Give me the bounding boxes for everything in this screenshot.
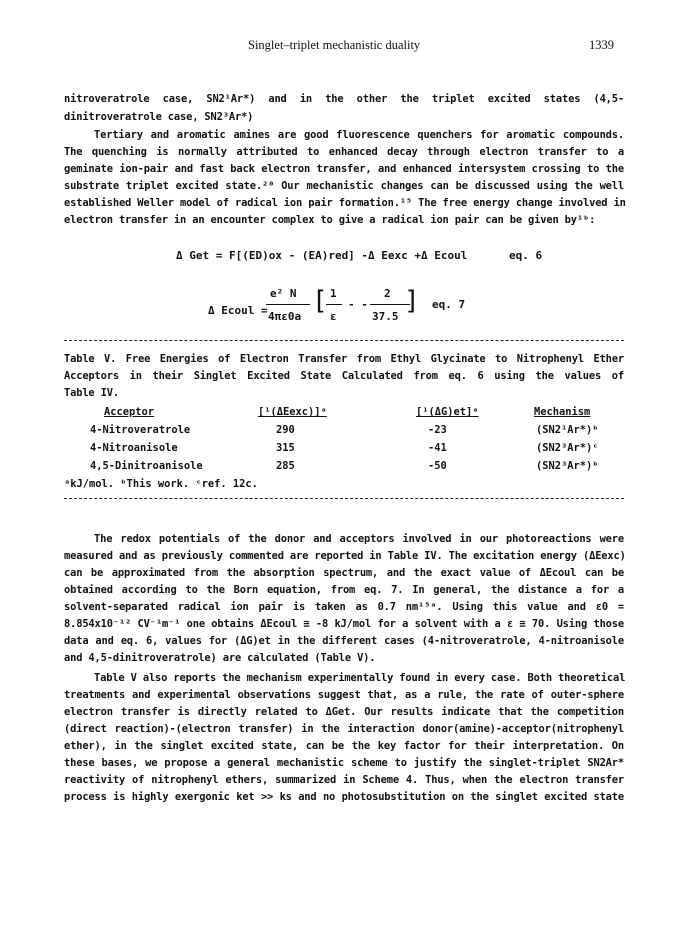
table-footnote: ᵃkJ/mol. ᵇThis work. ᶜref. 12c. — [64, 478, 258, 490]
text-line: can be approximated from the absorption spectrum, and the exact value of ΔEcoul can be — [64, 567, 624, 579]
equation-7-lhs: Δ Ecoul = — [208, 304, 268, 317]
text-line: solvent-separated radical ion pair is taken as 0.7 nm¹⁵ᵃ. Using this value and ε0 = — [64, 601, 624, 613]
minus-sign: - - — [348, 298, 368, 311]
text-line: Tertiary and aromatic amines are good fluorescence quenchers for aromatic compounds. — [94, 129, 624, 141]
text-line: these bases, we propose a general mechanistic scheme to justify the singlet-triplet SN2Ar* — [64, 757, 624, 769]
table-cell: -23 — [428, 424, 447, 436]
bracket-term-1-num: 1 — [330, 287, 337, 300]
table-caption: Table V. Free Energies of Electron Transfer from Ethyl Glycinate to Nitrophenyl Ether — [64, 353, 624, 365]
text-line: reactivity of nitrophenyl ethers, summarized in Scheme 4. Thus, when the electron transfer — [64, 774, 624, 786]
text-line: data and eq. 6, values for (ΔG)et in the different cases (4-nitroveratrole, 4-nitroanisole — [64, 635, 624, 647]
left-bracket: [ — [312, 286, 328, 316]
table-header-eexc: [¹(ΔEexc)]ᵃ — [258, 406, 327, 418]
table-cell: 4,5-Dinitroanisole — [90, 460, 203, 472]
text-line: and 4,5-dinitroveratrole) are calculated (Table V). — [64, 652, 376, 664]
equation-6: Δ Get = F[(ED)ox - (EA)red] -Δ Eexc +Δ Ecoul — [176, 249, 468, 262]
text-line: electron transfer is directly related to ΔGet. Our results indicate that the competition — [64, 706, 624, 718]
bracket-term-2-num: 2 — [384, 287, 391, 300]
text-line: obtained according to the Born equation, from eq. 7. In general, the distance a for a — [64, 584, 624, 596]
equation-7-denominator: 4πε0a — [268, 310, 302, 323]
bracket-term-1-den: ε — [330, 310, 337, 323]
bracket-term-2-den: 37.5 — [372, 310, 399, 323]
text-line: treatments and experimental observations suggest that, as a rule, the rate of outer-sphere — [64, 689, 624, 701]
table-cell: -50 — [428, 460, 447, 472]
table-header-acceptor: Acceptor — [104, 406, 155, 418]
text-line: electron transfer in an encounter complex to give a radical ion pair can be given by¹ᵇ: — [64, 214, 596, 226]
dashed-rule — [64, 340, 624, 341]
table-cell: 290 — [276, 424, 295, 436]
page-number: 1339 — [589, 38, 614, 52]
table-cell: (SN2³Ar*)ᵇ — [536, 460, 599, 472]
text-line: (direct reaction)-(electron transfer) in the interaction donor(amine)-acceptor(nitrophenyl — [64, 723, 624, 735]
table-cell: -41 — [428, 442, 447, 454]
text-line: geminate ion-pair and fast back electron transfer, and enhanced intersystem crossing to the — [64, 163, 624, 175]
text-line: The redox potentials of the donor and acceptors involved in our photoreactions were — [94, 533, 624, 545]
table-cell: 315 — [276, 442, 295, 454]
table-cell: 4-Nitroanisole — [90, 442, 178, 454]
equation-6-label: eq. 6 — [509, 249, 543, 262]
text-line: substrate triplet excited state.²⁰ Our mechanistic changes can be discussed using the well — [64, 180, 624, 192]
text-line: process is highly exergonic ket >> ks and no photosubstitution on the singlet excited state — [64, 791, 624, 803]
fraction-bar — [266, 304, 310, 305]
table-header-dg: [¹(ΔG)et]ᵃ — [416, 406, 479, 418]
equation-7-numerator: e² N — [270, 287, 297, 300]
text-line: dinitroveratrole case, SN2³Ar*) — [64, 111, 254, 123]
text-line: 8.854x10⁻¹² CV⁻¹m⁻¹ one obtains ΔEcoul ≅ -8 kJ/mol for a solvent with a ε ≅ 70. Using those — [64, 618, 624, 630]
text-line: nitroveratrole case, SN2¹Ar*) and in the other the triplet excited states (4,5- — [64, 93, 624, 105]
equation-7-label: eq. 7 — [432, 298, 466, 311]
text-line: measured and as previously commented are reported in Table IV. The excitation energy (ΔEexc) — [64, 550, 626, 562]
table-cell: 285 — [276, 460, 295, 472]
table-cell: (SN2³Ar*)ᶜ — [536, 442, 599, 454]
right-bracket: ] — [404, 286, 420, 316]
fraction-bar — [326, 304, 342, 305]
running-title: Singlet–triplet mechanistic duality — [248, 38, 421, 52]
table-header-mechanism: Mechanism — [534, 406, 591, 418]
text-line: The quenching is normally attributed to enhanced decay through electron transfer to a — [64, 146, 624, 158]
text-line: Table V also reports the mechanism experimentally found in every case. Both theoretical — [94, 672, 626, 684]
table-cell: (SN2¹Ar*)ᵇ — [536, 424, 599, 436]
dashed-rule — [64, 498, 624, 499]
table-cell: 4-Nitroveratrole — [90, 424, 191, 436]
table-caption: Acceptors in their Singlet Excited State Calculated from eq. 6 using the values of — [64, 370, 624, 382]
text-line: established Weller model of radical ion pair formation.¹⁵ The free energy change involved in — [64, 197, 626, 209]
table-caption: Table IV. — [64, 387, 119, 399]
text-line: ether), in the singlet excited state, can be the key factor for their interpretation. On — [64, 740, 624, 752]
